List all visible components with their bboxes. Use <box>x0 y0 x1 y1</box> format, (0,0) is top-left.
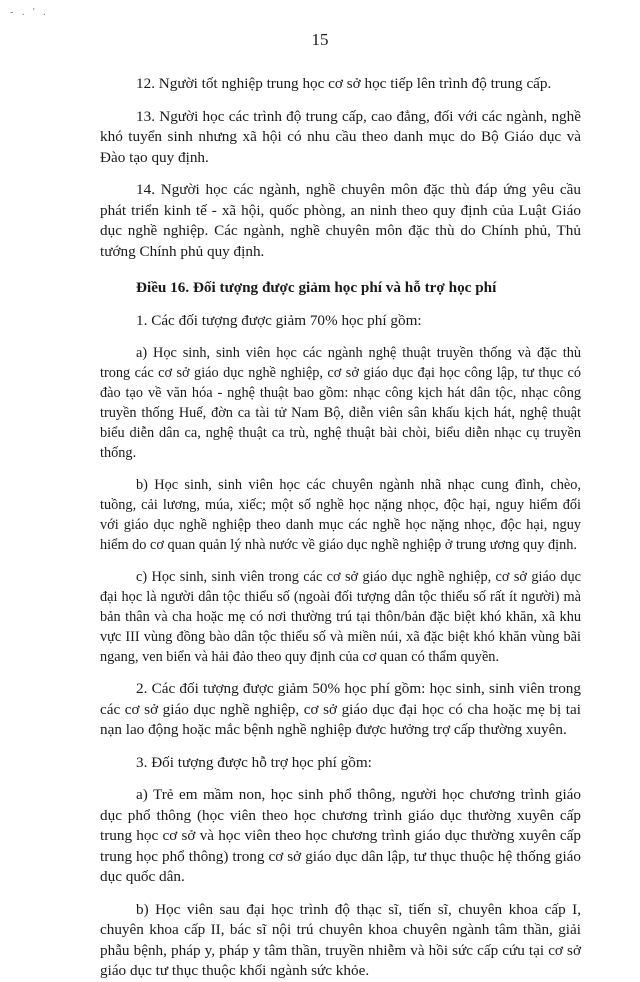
clause-3a: a) Trẻ em mầm non, học sinh phổ thông, người học chương trình giáo dục phổ thông (học viên theo học chương trình giáo dục thường xuyên cấp trung học cơ sở và học viên theo học chương trình giáo dục thường xuyên cấp trung học phổ thông) trong cơ sở giáo dục dân lập, tư thục thuộc hệ thống giáo dục quốc dân. <box>100 786 581 885</box>
paragraph-12: 12. Người tốt nghiệp trung học cơ sở học tiếp lên trình độ trung cấp. <box>136 75 552 92</box>
clause-1c: c) Học sinh, sinh viên trong các cơ sở giáo dục nghề nghiệp, cơ sở giáo dục đại học là người dân tộc thiểu số (ngoài đối tượng dân tộc thiểu số rất ít người) mà bản thân và cha hoặc mẹ có nơi thường trú tại thôn/bản đặc biệt khó khăn, xã khu vực III vùng đồng bào dân tộc thiểu số và miền núi, xã đặc biệt khó khăn vùng bãi ngang, ven biển và hải đảo theo quy định của cơ quan có thẩm quyền. <box>100 569 581 665</box>
clause-3: 3. Đối tượng được hỗ trợ học phí gồm: <box>136 753 372 771</box>
document-body <box>100 74 581 982</box>
scan-corner-marks: - . ' . <box>10 7 49 18</box>
page-number: 15 <box>311 30 329 49</box>
clause-1b: b) Học sinh, sinh viên học các chuyên ngành nhã nhạc cung đình, chèo, tuồng, cải lương, múa, xiếc; một số nghề học nặng nhọc, độc hại, nguy hiểm đối với giáo dục nghề nghiệp theo danh mục các nghề học nặng nhọc, độc hại, nguy hiểm do cơ quan quản lý nhà nước về giáo dục nghề nghiệp ở trung ương quy định. <box>100 477 581 553</box>
article-16-heading: Điều 16. Đối tượng được giảm học phí và hỗ trợ học phí <box>136 279 497 296</box>
clause-1: 1. Các đối tượng được giảm 70% học phí gồm: <box>136 311 422 329</box>
clause-2: 2. Các đối tượng được giảm 50% học phí gồm: học sinh, sinh viên trong các cơ sở giáo dục nghề nghiệp, cơ sở giáo dục đại học có cha hoặc mẹ bị tai nạn lao động hoặc mắc bệnh nghề nghiệp được hưởng trợ cấp thường xuyên. <box>100 680 581 738</box>
paragraph-14: 14. Người học các ngành, nghề chuyên môn đặc thù đáp ứng yêu cầu phát triển kinh tế - xã hội, quốc phòng, an ninh theo quy định của Luật Giáo dục nghề nghiệp. Các ngành, nghề chuyên môn đặc thù do Chính phủ, Thủ tướng Chính phủ quy định. <box>100 181 581 260</box>
clause-3b: b) Học viên sau đại học trình độ thạc sĩ, tiến sĩ, chuyên khoa cấp I, chuyên khoa cấp II, bác sĩ nội trú chuyên khoa chuyên ngành tâm thần, giải phẫu bệnh, pháp y, pháp y tâm thần, truyền nhiễm và hồi sức cấp cứu tại cơ sở giáo dục tư thục thuộc khối ngành sức khỏe. <box>100 900 581 979</box>
paragraph-13: 13. Người học các trình độ trung cấp, cao đẳng, đối với các ngành, nghề khó tuyển sinh nhưng xã hội có nhu cầu theo danh mục do Bộ Giáo dục và Đào tạo quy định. <box>100 107 581 166</box>
clause-1a: a) Học sinh, sinh viên học các ngành nghệ thuật truyền thống và đặc thù trong các cơ sở giáo dục nghề nghiệp, cơ sở giáo dục đại học công lập, tư thục có đào tạo về văn hóa - nghệ thuật bao gồm: nhạc công kịch hát dân tộc, nhạc công truyền thống Huế, đờn ca tài tử Nam Bộ, diễn viên sân khấu kịch hát, nghệ thuật biểu diễn dân ca, nghệ thuật ca trù, nghệ thuật bài chòi, biểu diễn nhạc cụ truyền thống. <box>100 345 581 461</box>
